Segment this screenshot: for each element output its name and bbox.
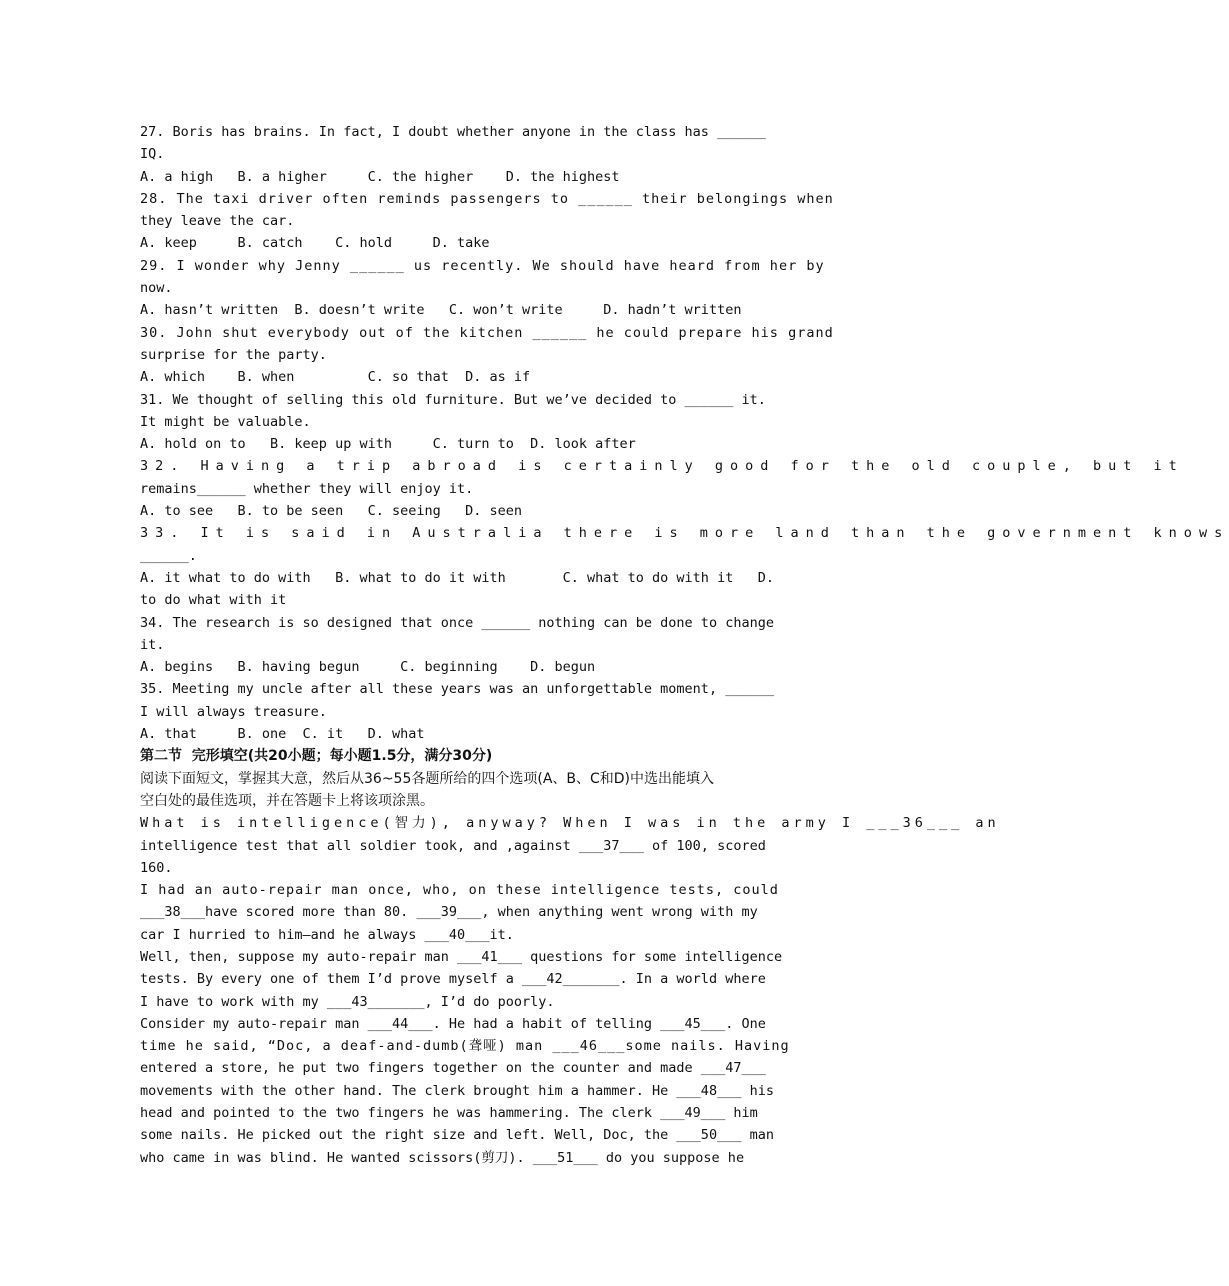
passage-line: tests. By every one of them I’d prove myself a ___42_______. In a world where — [140, 971, 766, 988]
section-instructions-line-2: 空白处的最佳选项，并在答题卡上将该项涂黑。 — [140, 792, 434, 809]
question-27: 27. Boris has brains. In fact, I doubt whether anyone in the class has ______ — [140, 124, 766, 140]
question-32-options: A. to see B. to be seen C. seeing D. seen — [140, 503, 523, 520]
passage-line: head and pointed to the two fingers he was hammering. The clerk ___49___ him — [140, 1105, 758, 1122]
question-32: 32. Having a trip abroad is certainly good for the old couple, but it — [140, 458, 1184, 475]
passage-line: entered a store, he put two fingers together on the counter and made ___47___ — [140, 1060, 766, 1077]
question-33-options-cont: to do what with it — [140, 592, 287, 609]
passage-line: Consider my auto-repair man ___44___. He had a habit of telling ___45___. One — [140, 1015, 766, 1032]
question-34-cont: it. — [140, 636, 165, 653]
question-34-options: A. begins B. having begun C. beginning D. begun — [140, 659, 596, 676]
passage-line: who came in was blind. He wanted scissors(剪刀). ___51___ do you suppose he — [140, 1149, 745, 1166]
question-28: 28. The taxi driver often reminds passengers to ______ their belongings when — [140, 190, 834, 207]
passage-line: some nails. He picked out the right size and left. Well, Doc, the ___50___ man — [140, 1127, 774, 1144]
question-28-options: A. keep B. catch C. hold D. take — [140, 235, 490, 252]
section-heading: 第二节 完形填空(共20小题；每小题1.5分，满分30分) — [140, 748, 493, 765]
passage-line: movements with the other hand. The clerk brought him a hammer. He ___48___ his — [140, 1082, 774, 1099]
question-31: 31. We thought of selling this old furniture. But we’ve decided to ______ it. — [140, 391, 766, 408]
exam-page — [140, 121, 1229, 1169]
question-35-cont: I will always treasure. — [140, 703, 327, 720]
passage-line: What is intelligence(智力), anyway? When I was in the army I ___36___ an — [140, 815, 1000, 832]
passage-line: I had an auto-repair man once, who, on these intelligence tests, could — [140, 882, 779, 899]
question-27-cont: IQ. — [140, 146, 165, 163]
passage-line: time he said, “Doc, a deaf-and-dumb(聋哑) man ___46___some nails. Having — [140, 1038, 790, 1055]
question-30-options: A. which B. when C. so that D. as if — [140, 369, 531, 386]
passage-line: intelligence test that all soldier took, and ,against ___37___ of 100, scored — [140, 837, 766, 854]
question-29: 29. I wonder why Jenny ______ us recently. We should have heard from her by — [140, 257, 825, 274]
question-33-options: A. it what to do with B. what to do it with C. what to do with it D. — [140, 569, 774, 586]
passage-line: I have to work with my ___43_______, I’d do poorly. — [140, 993, 555, 1010]
question-31-options: A. hold on to B. keep up with C. turn to D. look after — [140, 436, 636, 453]
question-33-cont: ______. — [140, 547, 197, 564]
question-35: 35. Meeting my uncle after all these years was an unforgettable moment, ______ — [140, 681, 774, 698]
question-35-options: A. that B. one C. it D. what — [140, 726, 425, 743]
question-32-cont: remains______ whether they will enjoy it. — [140, 480, 474, 497]
question-30-cont: surprise for the party. — [140, 346, 327, 363]
question-30: 30. John shut everybody out of the kitchen ______ he could prepare his grand — [140, 324, 834, 341]
question-27-options: A. a high B. a higher C. the higher D. the highest — [140, 168, 620, 185]
passage-line: car I hurried to him—and he always ___40___it. — [140, 926, 514, 943]
question-34: 34. The research is so designed that once ______ nothing can be done to change — [140, 614, 774, 631]
question-31-cont: It might be valuable. — [140, 413, 311, 430]
passage-line: 160. — [140, 859, 173, 876]
passage-line: ___38___have scored more than 80. ___39___, when anything went wrong with my — [140, 904, 758, 921]
section-instructions-line-1: 阅读下面短文，掌握其大意，然后从36~55各题所给的四个选项(A、B、C和D)中选出能填入 — [140, 770, 715, 787]
question-29-options: A. hasn’t written B. doesn’t write C. won’t write D. hadn’t written — [140, 302, 742, 319]
question-29-cont: now. — [140, 280, 173, 297]
question-33: 33. It is said in Australia there is more land than the government knows — [140, 525, 1229, 542]
passage-line: Well, then, suppose my auto-repair man ___41___ questions for some intelligence — [140, 948, 783, 965]
question-28-cont: they leave the car. — [140, 213, 295, 230]
